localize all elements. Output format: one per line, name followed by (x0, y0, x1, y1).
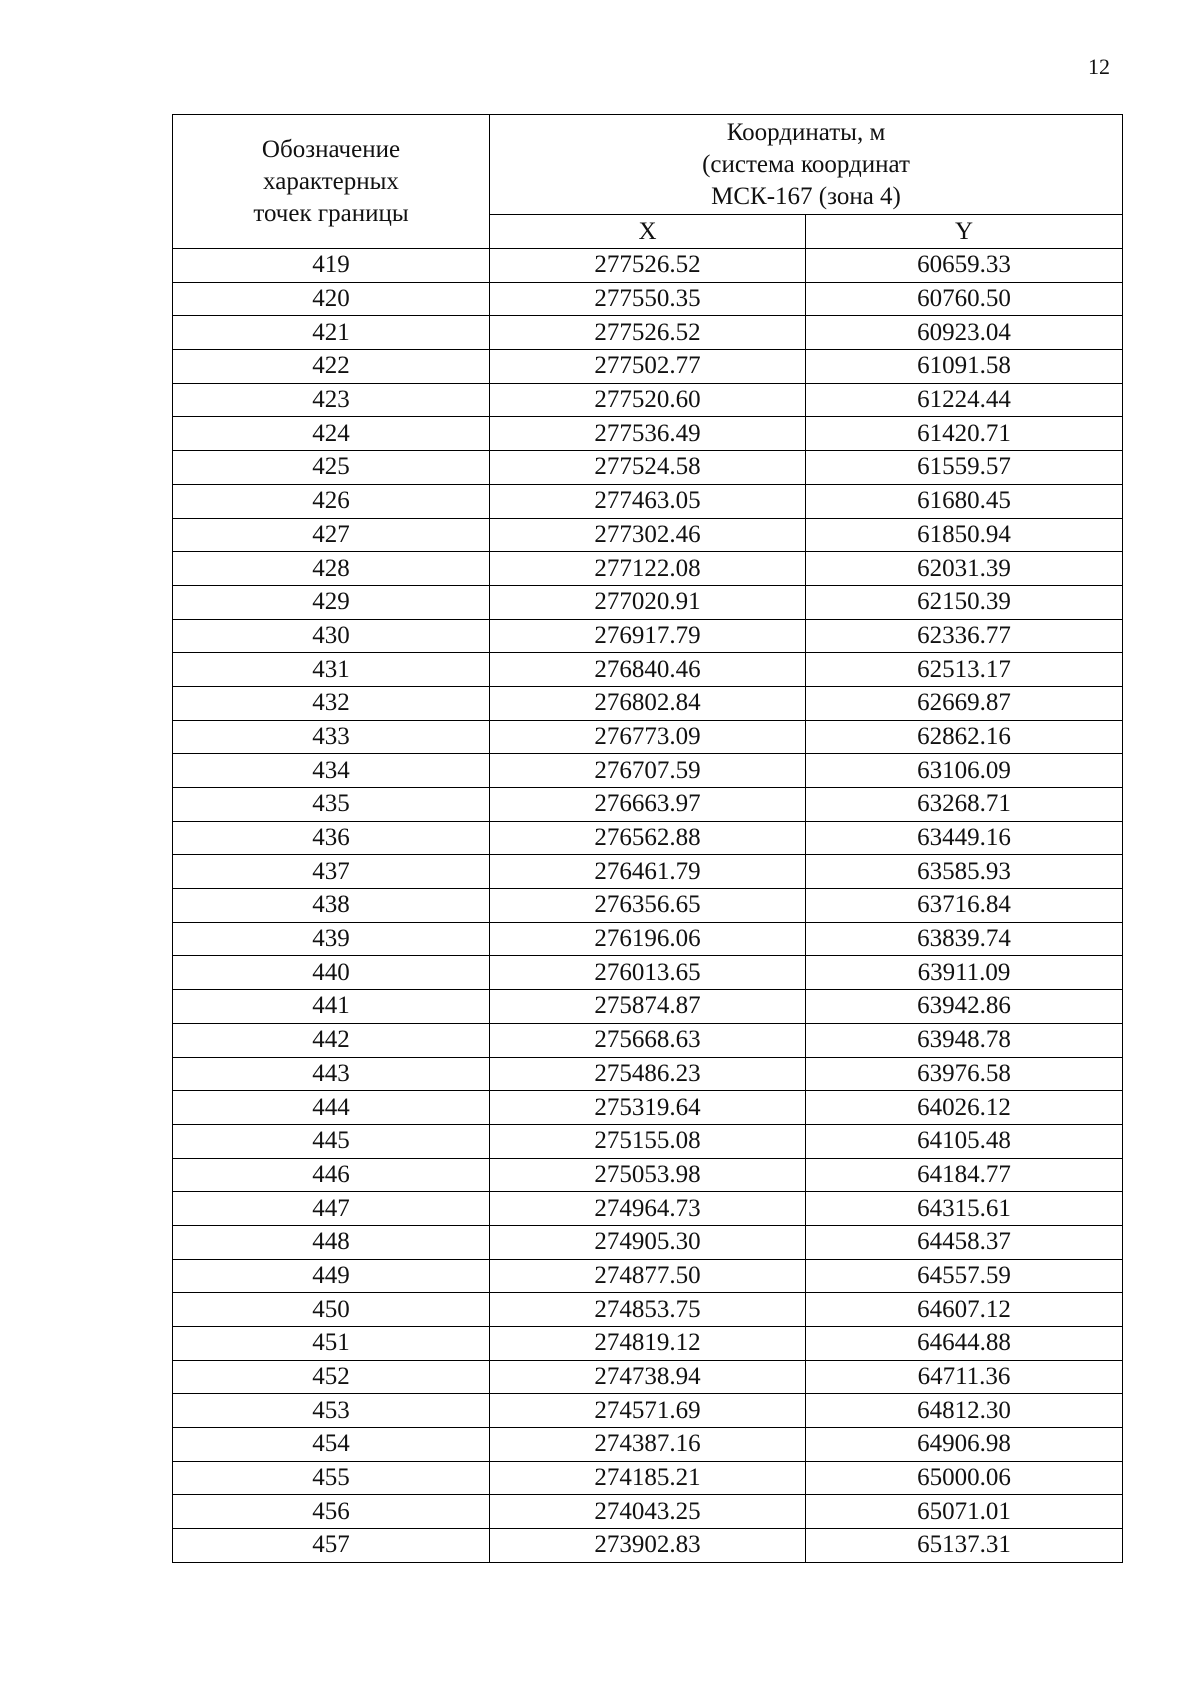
point-number-cell: 446 (173, 1158, 490, 1192)
x-coordinate-cell: 275874.87 (490, 990, 806, 1024)
y-coordinate-cell: 65071.01 (806, 1495, 1123, 1529)
y-coordinate-cell: 61224.44 (806, 383, 1123, 417)
table-row (173, 1023, 1123, 1057)
point-number-cell: 434 (173, 754, 490, 788)
point-number-cell: 427 (173, 518, 490, 552)
point-number-cell: 420 (173, 282, 490, 316)
point-number-cell: 457 (173, 1529, 490, 1563)
x-coordinate-cell: 273902.83 (490, 1529, 806, 1563)
x-coordinate-cell: 276802.84 (490, 686, 806, 720)
point-number-cell: 435 (173, 788, 490, 822)
x-coordinate-cell: 275319.64 (490, 1091, 806, 1125)
x-coordinate-cell: 277302.46 (490, 518, 806, 552)
y-coordinate-cell: 62513.17 (806, 653, 1123, 687)
x-coordinate-cell: 277526.52 (490, 249, 806, 283)
x-coordinate-cell: 276663.97 (490, 788, 806, 822)
point-number-cell: 443 (173, 1057, 490, 1091)
y-coordinate-cell: 60923.04 (806, 316, 1123, 350)
x-coordinate-cell: 275053.98 (490, 1158, 806, 1192)
y-coordinate-cell: 61850.94 (806, 518, 1123, 552)
point-number-cell: 431 (173, 653, 490, 687)
y-coordinate-cell: 65000.06 (806, 1461, 1123, 1495)
table-row (173, 1293, 1123, 1327)
y-coordinate-cell: 61091.58 (806, 350, 1123, 384)
y-coordinate-cell: 62862.16 (806, 720, 1123, 754)
table-row (173, 956, 1123, 990)
table-row (173, 720, 1123, 754)
y-coordinate-cell: 62031.39 (806, 552, 1123, 586)
x-coordinate-cell: 277020.91 (490, 585, 806, 619)
y-coordinate-cell: 62669.87 (806, 686, 1123, 720)
x-coordinate-cell: 277526.52 (490, 316, 806, 350)
y-column-header: Y (806, 215, 1123, 249)
y-coordinate-cell: 65137.31 (806, 1529, 1123, 1563)
y-coordinate-cell: 64105.48 (806, 1124, 1123, 1158)
x-coordinate-cell: 276562.88 (490, 821, 806, 855)
point-number-cell: 437 (173, 855, 490, 889)
point-number-cell: 456 (173, 1495, 490, 1529)
point-number-cell: 455 (173, 1461, 490, 1495)
y-coordinate-cell: 64026.12 (806, 1091, 1123, 1125)
y-coordinate-cell: 60659.33 (806, 249, 1123, 283)
x-coordinate-cell: 276773.09 (490, 720, 806, 754)
point-number-cell: 436 (173, 821, 490, 855)
y-coordinate-cell: 64812.30 (806, 1394, 1123, 1428)
point-number-cell: 421 (173, 316, 490, 350)
x-coordinate-cell: 276356.65 (490, 889, 806, 923)
x-coordinate-cell: 277122.08 (490, 552, 806, 586)
table-row (173, 451, 1123, 485)
point-number-cell: 447 (173, 1192, 490, 1226)
point-number-cell: 428 (173, 552, 490, 586)
y-coordinate-cell: 63976.58 (806, 1057, 1123, 1091)
y-coordinate-cell: 64607.12 (806, 1293, 1123, 1327)
x-coordinate-cell: 274185.21 (490, 1461, 806, 1495)
table-row (173, 1360, 1123, 1394)
table-row (173, 518, 1123, 552)
point-number-cell: 451 (173, 1327, 490, 1361)
y-coordinate-cell: 63942.86 (806, 990, 1123, 1024)
point-number-cell: 439 (173, 922, 490, 956)
y-coordinate-cell: 63585.93 (806, 855, 1123, 889)
table-row (173, 889, 1123, 923)
y-coordinate-cell: 64184.77 (806, 1158, 1123, 1192)
y-coordinate-cell: 63106.09 (806, 754, 1123, 788)
point-number-cell: 441 (173, 990, 490, 1024)
y-coordinate-cell: 61680.45 (806, 484, 1123, 518)
point-number-cell: 433 (173, 720, 490, 754)
table-row (173, 754, 1123, 788)
table-row (173, 585, 1123, 619)
table-row (173, 1259, 1123, 1293)
table-row (173, 1091, 1123, 1125)
x-coordinate-cell: 274853.75 (490, 1293, 806, 1327)
y-coordinate-cell: 63268.71 (806, 788, 1123, 822)
point-number-cell: 430 (173, 619, 490, 653)
x-coordinate-cell: 274905.30 (490, 1225, 806, 1259)
y-coordinate-cell: 61559.57 (806, 451, 1123, 485)
point-number-cell: 429 (173, 585, 490, 619)
table-row (173, 1225, 1123, 1259)
y-coordinate-cell: 63911.09 (806, 956, 1123, 990)
x-coordinate-cell: 276196.06 (490, 922, 806, 956)
point-number-cell: 448 (173, 1225, 490, 1259)
x-coordinate-cell: 274964.73 (490, 1192, 806, 1226)
point-number-cell: 454 (173, 1428, 490, 1462)
x-coordinate-cell: 277524.58 (490, 451, 806, 485)
table-row (173, 249, 1123, 283)
table-row (173, 484, 1123, 518)
x-column-header: X (490, 215, 806, 249)
point-number-cell: 444 (173, 1091, 490, 1125)
table-row (173, 1327, 1123, 1361)
coordinates-rows (173, 249, 1123, 1563)
table-row (173, 686, 1123, 720)
x-coordinate-cell: 276707.59 (490, 754, 806, 788)
x-coordinate-cell: 274738.94 (490, 1360, 806, 1394)
x-coordinate-cell: 275668.63 (490, 1023, 806, 1057)
table-row (173, 1192, 1123, 1226)
table-row (173, 1057, 1123, 1091)
y-coordinate-cell: 61420.71 (806, 417, 1123, 451)
point-number-cell: 440 (173, 956, 490, 990)
y-coordinate-cell: 64644.88 (806, 1327, 1123, 1361)
y-coordinate-cell: 63839.74 (806, 922, 1123, 956)
x-coordinate-cell: 274877.50 (490, 1259, 806, 1293)
y-coordinate-cell: 64557.59 (806, 1259, 1123, 1293)
table-row (173, 1428, 1123, 1462)
table-row (173, 383, 1123, 417)
x-coordinate-cell: 275155.08 (490, 1124, 806, 1158)
table-row (173, 1461, 1123, 1495)
table-row (173, 1495, 1123, 1529)
x-coordinate-cell: 276461.79 (490, 855, 806, 889)
x-coordinate-cell: 276917.79 (490, 619, 806, 653)
table-row (173, 788, 1123, 822)
table-row (173, 619, 1123, 653)
table-row (173, 417, 1123, 451)
table-row (173, 1529, 1123, 1563)
y-coordinate-cell: 63948.78 (806, 1023, 1123, 1057)
table-row (173, 821, 1123, 855)
table-row (173, 350, 1123, 384)
table-row (173, 1124, 1123, 1158)
y-coordinate-cell: 63716.84 (806, 889, 1123, 923)
point-number-cell: 425 (173, 451, 490, 485)
coordinates-table (172, 114, 1123, 1563)
point-number-cell: 445 (173, 1124, 490, 1158)
point-number-cell: 438 (173, 889, 490, 923)
x-coordinate-cell: 277550.35 (490, 282, 806, 316)
y-coordinate-cell: 60760.50 (806, 282, 1123, 316)
point-number-cell: 422 (173, 350, 490, 384)
page-number: 12 (1088, 54, 1110, 79)
table-row (173, 1394, 1123, 1428)
point-number-cell: 453 (173, 1394, 490, 1428)
x-coordinate-cell: 274819.12 (490, 1327, 806, 1361)
point-number-cell: 419 (173, 249, 490, 283)
y-coordinate-cell: 64315.61 (806, 1192, 1123, 1226)
x-coordinate-cell: 276013.65 (490, 956, 806, 990)
point-designation-header: Обозначение характерных точек границы (173, 115, 490, 249)
x-coordinate-cell: 276840.46 (490, 653, 806, 687)
point-number-cell: 442 (173, 1023, 490, 1057)
table-row (173, 922, 1123, 956)
point-number-cell: 432 (173, 686, 490, 720)
x-coordinate-cell: 274043.25 (490, 1495, 806, 1529)
point-number-cell: 452 (173, 1360, 490, 1394)
point-number-cell: 426 (173, 484, 490, 518)
x-coordinate-cell: 277520.60 (490, 383, 806, 417)
table-row (173, 282, 1123, 316)
table-row (173, 552, 1123, 586)
point-number-cell: 450 (173, 1293, 490, 1327)
y-coordinate-cell: 63449.16 (806, 821, 1123, 855)
table-row (173, 316, 1123, 350)
point-number-cell: 423 (173, 383, 490, 417)
point-number-cell: 449 (173, 1259, 490, 1293)
x-coordinate-cell: 274571.69 (490, 1394, 806, 1428)
coordinates-header: Координаты, м (система координат МСК-167 (зона 4) (490, 115, 1123, 215)
table-row (173, 653, 1123, 687)
x-coordinate-cell: 274387.16 (490, 1428, 806, 1462)
y-coordinate-cell: 62336.77 (806, 619, 1123, 653)
y-coordinate-cell: 64906.98 (806, 1428, 1123, 1462)
x-coordinate-cell: 275486.23 (490, 1057, 806, 1091)
table-row (173, 1158, 1123, 1192)
x-coordinate-cell: 277502.77 (490, 350, 806, 384)
x-coordinate-cell: 277463.05 (490, 484, 806, 518)
point-number-cell: 424 (173, 417, 490, 451)
table-row (173, 990, 1123, 1024)
table-row (173, 855, 1123, 889)
y-coordinate-cell: 64711.36 (806, 1360, 1123, 1394)
y-coordinate-cell: 62150.39 (806, 585, 1123, 619)
y-coordinate-cell: 64458.37 (806, 1225, 1123, 1259)
x-coordinate-cell: 277536.49 (490, 417, 806, 451)
